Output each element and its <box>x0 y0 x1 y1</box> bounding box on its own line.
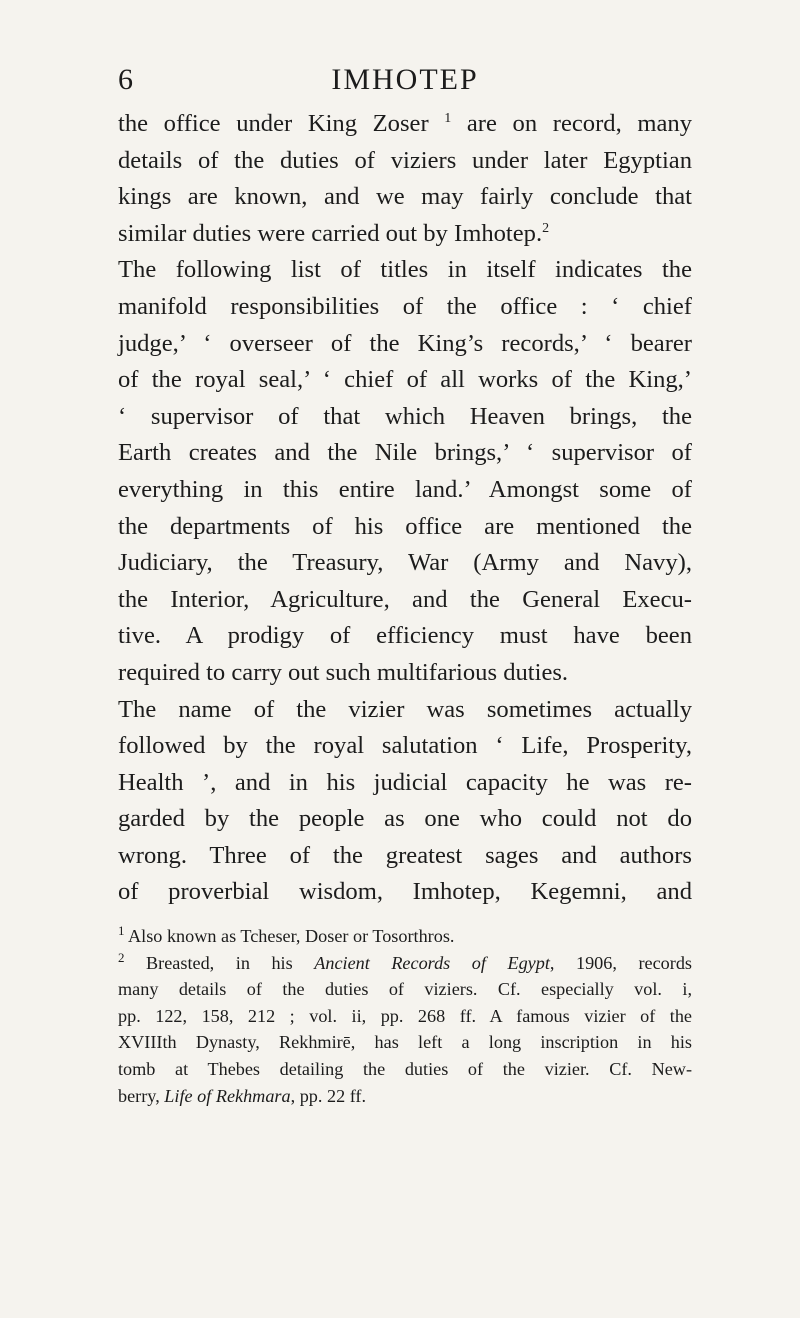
body-line: the departments of his office are mentioned the <box>118 512 692 540</box>
body-text <box>118 106 692 911</box>
body-line: Health ’, and in his judicial capacity he was re- <box>118 768 692 796</box>
footnote-ref: 2 <box>542 220 550 236</box>
cited-title: Life of Rekhmara <box>164 1085 291 1106</box>
body-line: of the royal seal,’ ‘ chief of all works of the King,’ <box>118 366 692 394</box>
footnote-mark: 1 <box>118 923 125 938</box>
footnote-line: many details of the duties of viziers. Cf. especially vol. i, <box>118 979 692 1000</box>
body-line: of proverbial wisdom, Imhotep, Kegemni, and <box>118 878 692 906</box>
body-line: similar duties were carried out by Imhotep.$^2$ <box>118 219 550 247</box>
footnote-line: XVIIIth Dynasty, Rekhmirē, has left a long inscription in his <box>118 1032 692 1053</box>
running-title: IMHOTEP <box>331 63 479 96</box>
body-line: garded by the people as one who could not do <box>118 805 692 833</box>
body-line: the Interior, Agriculture, and the General Execu- <box>118 585 692 613</box>
body-line: everything in this entire land.’ Amongst some of <box>118 475 692 503</box>
body-line: judge,’ ‘ overseer of the King’s records,’ ‘ bearer <box>118 329 692 357</box>
cited-title: Ancient Records of Egypt <box>314 952 550 973</box>
body-line: The following list of titles in itself indicates the <box>118 256 692 284</box>
body-line: followed by the royal salutation ‘ Life, Prosperity, <box>118 732 692 760</box>
footnote-line: pp. 122, 158, 212 ; vol. ii, pp. 268 ff. A famous vizier of the <box>118 1005 692 1026</box>
book-page <box>118 60 692 1109</box>
footnote-mark: 2 <box>118 949 125 965</box>
body-line: Judiciary, the Treasury, War (Army and Navy), <box>118 549 692 577</box>
page-number: 6 <box>118 63 133 96</box>
body-line: wrong. Three of the greatest sages and authors <box>118 841 692 869</box>
footnote-ref: 1 <box>444 110 452 126</box>
footnote-line: berry, Life of Rekhmara, pp. 22 ff. <box>118 1085 367 1106</box>
footnote-2: $^2$ Breasted, in his Ancient Records of Egypt, 1906, records <box>118 949 692 973</box>
running-head <box>118 60 692 100</box>
body-line: tive. A prodigy of efficiency must have been <box>118 622 692 650</box>
footnote-line: tomb at Thebes detailing the duties of the vizier. Cf. New- <box>118 1059 692 1080</box>
body-line: ‘ supervisor of that which Heaven brings, the <box>118 402 692 430</box>
footnotes <box>118 923 692 1109</box>
body-line: Earth creates and the Nile brings,’ ‘ supervisor of <box>118 439 692 467</box>
footnote-1: $^1$ Also known as Tcheser, Doser or Tosorthros. <box>118 923 455 947</box>
body-line: required to carry out such multifarious duties. <box>118 658 569 686</box>
body-line: kings are known, and we may fairly conclude that <box>118 183 692 211</box>
body-line: details of the duties of viziers under later Egyptian <box>118 146 692 174</box>
body-line: the office under King Zoser $^1$ are on record, many <box>118 110 692 137</box>
body-line: manifold responsibilities of the office : ‘ chief <box>118 292 692 320</box>
body-line: The name of the vizier was sometimes actually <box>118 695 692 723</box>
